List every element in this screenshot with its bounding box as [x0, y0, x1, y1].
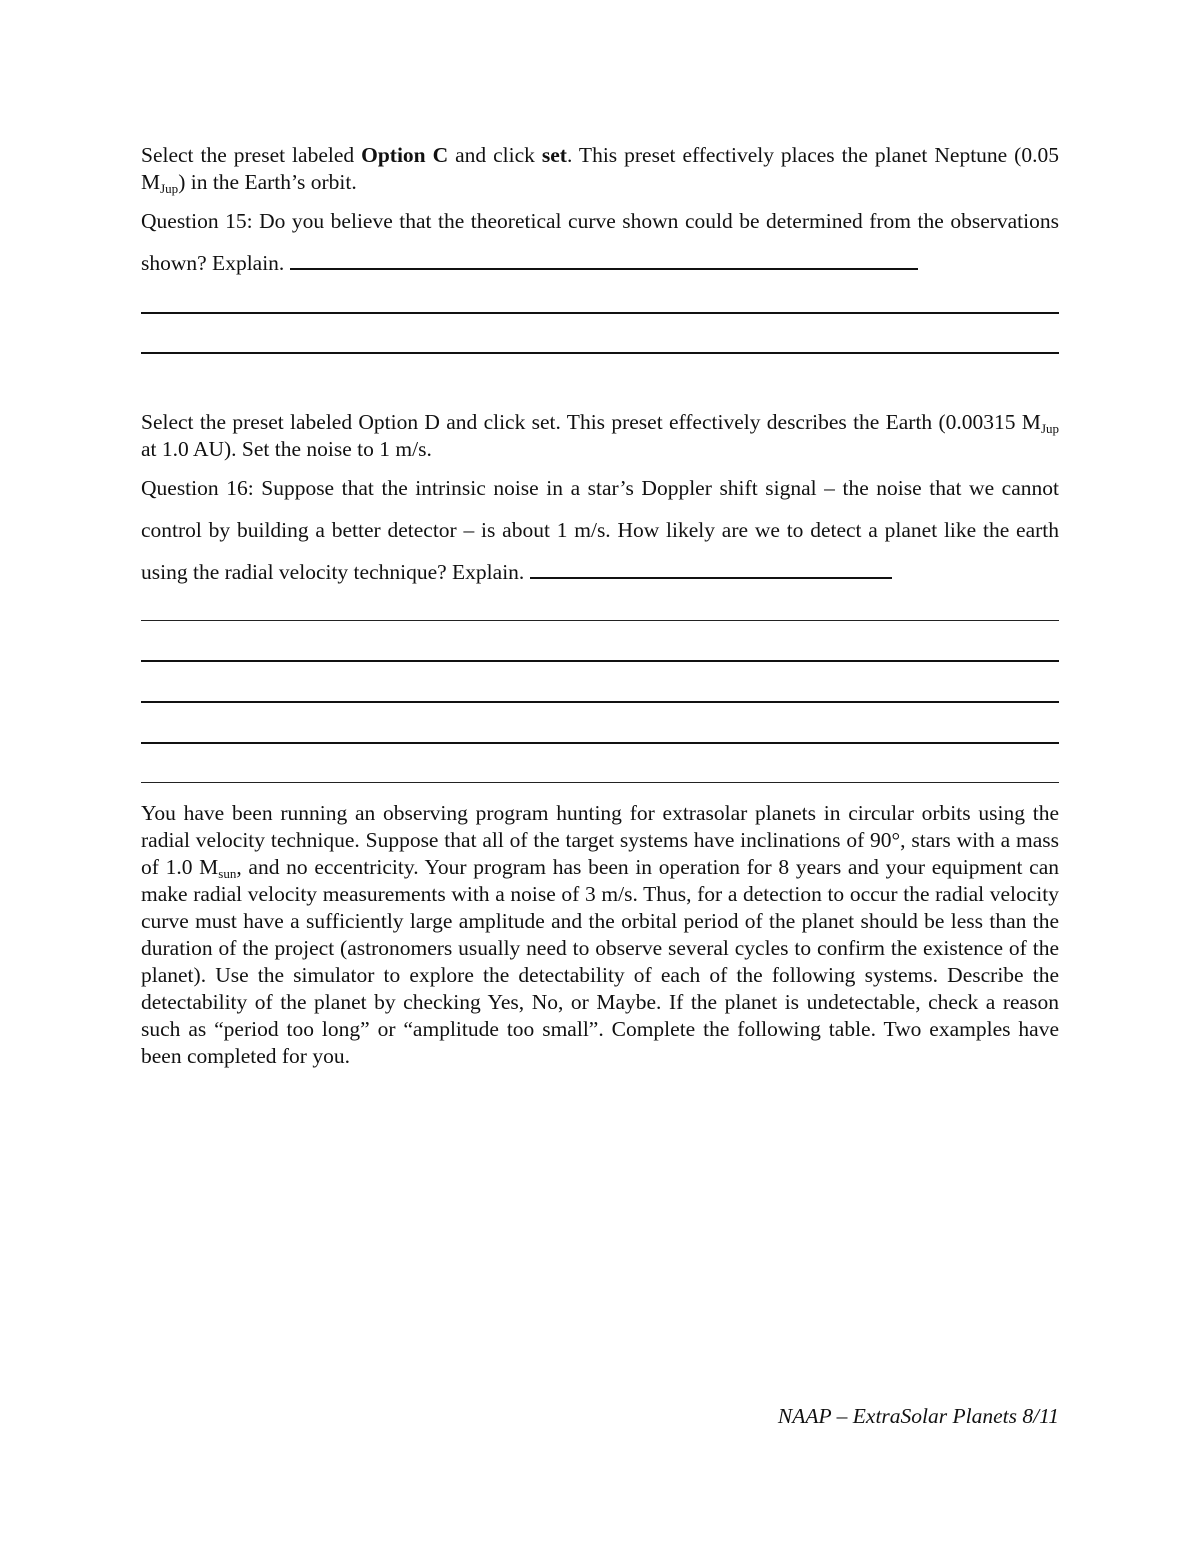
- question-15: [141, 200, 1059, 284]
- option-c-text-4: ) in the Earth’s orbit.: [178, 170, 357, 194]
- answer-line-15-2[interactable]: [141, 352, 1059, 354]
- question-16-text: [141, 467, 1059, 593]
- answer-line-15-inline[interactable]: [290, 267, 918, 270]
- page-footer: NAAP – ExtraSolar Planets 8/11: [777, 1404, 1059, 1428]
- set-label: set: [541, 143, 567, 167]
- option-c-paragraph: [141, 142, 1059, 196]
- jup-subscript-2: Jup: [1040, 421, 1059, 436]
- option-d-text-2: at 1.0 AU). Set the noise to 1 m/s.: [141, 437, 432, 461]
- option-d-paragraph: [141, 409, 1059, 463]
- answer-line-16-1[interactable]: [141, 620, 1059, 621]
- question-16: [141, 467, 1059, 593]
- observing-program-instructions: [141, 800, 1059, 1070]
- question-15-prompt: Question 15: Do you believe that the theoretical curve shown could be determined from the observations shown? Explain.: [141, 209, 1059, 275]
- observing-text-1: You have been running an observing program hunting for extrasolar planets in circular orbits using the radial velocity technique. Suppose that all of the target systems have inclinations of 90°, stars with a mass of 1.0 M: [141, 801, 1059, 879]
- observing-program-paragraph: [141, 800, 1059, 1070]
- answer-line-16-3[interactable]: [141, 701, 1059, 703]
- answer-line-16-2[interactable]: [141, 660, 1059, 662]
- option-c-label: Option C: [361, 143, 449, 167]
- option-c-text-2: and click: [448, 143, 542, 167]
- answer-line-16-5[interactable]: [141, 782, 1059, 783]
- answer-line-16-inline[interactable]: [530, 576, 892, 579]
- option-d-text-1: Select the preset labeled Option D and click set. This preset effectively describes the Earth (0.00315 M: [141, 410, 1041, 434]
- option-c-instructions: [141, 142, 1059, 196]
- answer-line-15-1[interactable]: [141, 312, 1059, 314]
- question-15-text: [141, 200, 1059, 284]
- sun-subscript: sun: [218, 866, 237, 881]
- option-c-text-3: . This preset effectively places the planet Neptune (0.05 M: [141, 143, 1059, 194]
- option-d-instructions: [141, 409, 1059, 463]
- observing-text-2: , and no eccentricity. Your program has been in operation for 8 years and your equipment can make radial velocity measurements with a noise of 3 m/s. Thus, for a detection to occur the radial velocity curve must have a sufficiently large amplitude and the orbital period of the planet should be less than the duration of the project (astronomers usually need to observe several cycles to confirm the existence of the planet). Use the simulator to explore the detectability of each of the following systems. Describe the detectability of the planet by checking Yes, No, or Maybe. If the planet is undetectable, check a reason such as “period too long” or “amplitude too small”. Complete the following table. Two examples have been completed for you.: [141, 855, 1059, 1068]
- jup-subscript: Jup: [160, 181, 179, 196]
- question-16-prompt: Question 16: Suppose that the intrinsic noise in a star’s Doppler shift signal – the noise that we cannot control by building a better detector – is about 1 m/s. How likely are we to detect a planet like the earth using the radial velocity technique? Explain.: [141, 476, 1059, 584]
- option-c-text-1: Select the preset labeled: [141, 143, 362, 167]
- answer-line-16-4[interactable]: [141, 742, 1059, 744]
